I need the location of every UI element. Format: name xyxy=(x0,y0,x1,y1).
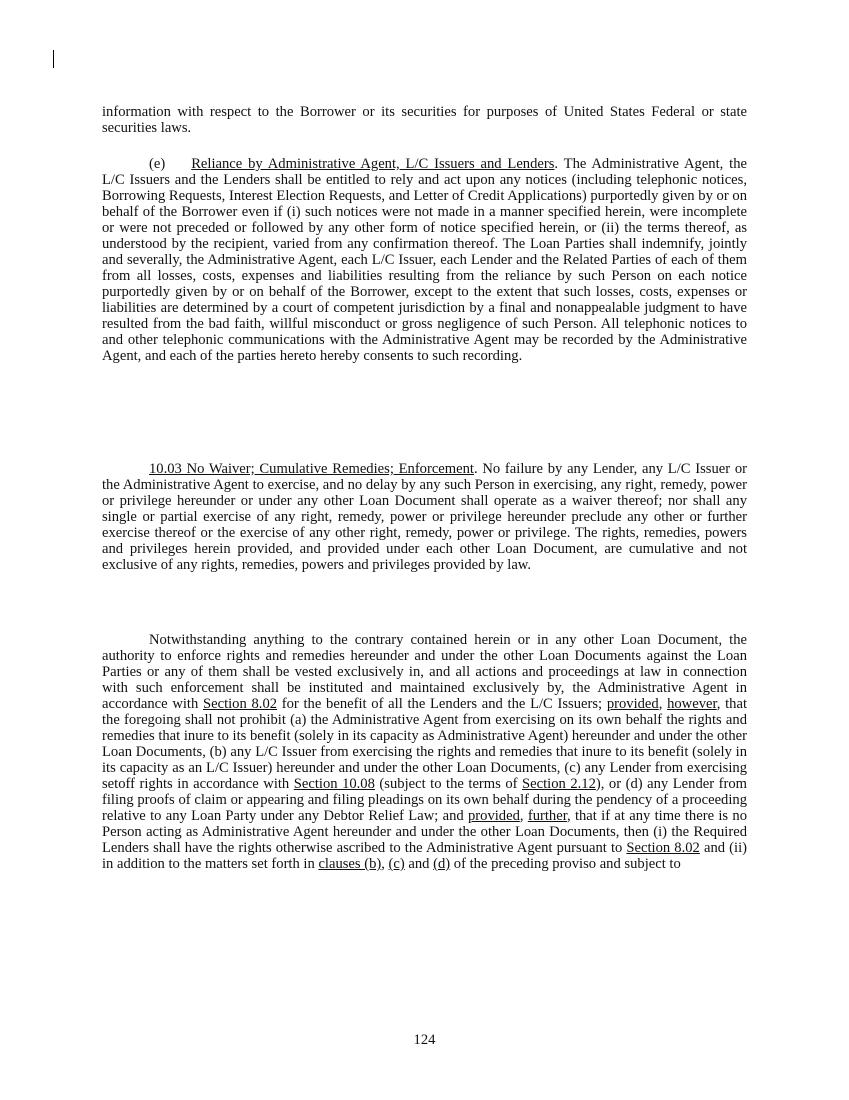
clause-body: . The Administrative Agent, the L/C Issuers and the Lenders shall be entitled to rely and act upon any notices (including telephonic notices, Borrowing Requests, Interest Election Requests, and Letter of Credit Applications) purportedly given by or on behalf of the Borrower even if (i) such notices were not made in a manner specified herein, were incomplete or were not preceded or followed by any other form of notice specified herein, or (ii) the terms thereof, as understood by the recipient, varied from any confirmation thereof. The Loan Parties shall indemnify, jointly and severally, the Administrative Agent, each L/C Issuer, each Lender and the Related Parties of each of them from all losses, costs, expenses and liabilities resulting from the reliance by such Person on each notice purportedly given by or on behalf of the Borrower, except to the extent that such losses, costs, expenses or liabilities are determined by a court of competent jurisdiction by a final and nonappealable judgment to have resulted from the bad faith, willful misconduct or gross negligence of such Person. All telephonic notices to and other telephonic communications with the Administrative Agent may be recorded by the Administrative Agent, and each of the parties hereto hereby consents to such recording. xyxy=(102,156,747,364)
cross-reference: Section 8.02 xyxy=(203,696,278,712)
text-cursor xyxy=(53,50,54,68)
clause-label: (e) xyxy=(149,156,166,172)
text-run: , xyxy=(519,808,528,824)
clause-heading: Reliance by Administrative Agent, L/C Issuers and Lenders xyxy=(191,156,555,172)
paragraph-continuation xyxy=(102,104,747,136)
cross-reference: Section 2.12 xyxy=(522,776,596,792)
text-run: and xyxy=(404,856,434,872)
cross-reference: (c) xyxy=(388,856,405,872)
text-run: and (ii) in addition to the matters set forth in xyxy=(102,840,747,872)
text-run: Notwithstanding anything to the contrary contained herein or in any other Loan Document, the authority to enforce rights and remedies hereunder and under the other Loan Documents against the Loan Parties or any of them shall be vested exclusively in, and all actions and proceedings at law in connection with such enforcement shall be instituted and maintained exclusively by, the Administrative Agent in accordance with xyxy=(102,632,747,712)
defined-term: provided xyxy=(606,696,659,712)
section-body: . No failure by any Lender, any L/C Issuer or the Administrative Agent to exercise, and no delay by any such Person in exercising, any right, remedy, power or privilege hereunder or under any other Loan Document shall operate as a waiver thereof; nor shall any single or partial exercise of any right, remedy, power or privilege hereunder preclude any other or further exercise thereof or the exercise of any other right, remedy, power or privilege. The rights, remedies, powers and privileges herein provided, and provided under each other Loan Document, are cumulative and not exclusive of any rights, remedies, powers and privileges provided by law. xyxy=(102,461,747,573)
paragraph-text: information with respect to the Borrower or its securities for purposes of United States Federal or state securities laws. xyxy=(102,104,747,136)
cross-reference: (d) xyxy=(433,856,451,872)
defined-term: however xyxy=(667,696,717,712)
paragraph-notwithstanding xyxy=(102,632,747,872)
text-run: for the benefit of all the Lenders and the L/C Issuers; xyxy=(277,696,607,712)
text-run: of the preceding proviso and subject to xyxy=(450,856,681,872)
defined-term: further xyxy=(527,808,567,824)
cross-reference: Section 10.08 xyxy=(293,776,375,792)
defined-term: provided xyxy=(468,808,520,824)
text-run: ), or (d) any Lender from filing proofs of claim or appearing and filing pleadings on its own behalf during the pendency of a proceeding relative to any Loan Party under any Debtor Relief Law; and xyxy=(102,776,747,824)
text-run: , that the foregoing shall not prohibit (a) the Administrative Agent from exercising on its own behalf the rights and remedies that inure to its benefit (solely in its capacity as Administrative Agent) hereunder and under the other Loan Documents, (b) any L/C Issuer from exercising the rights and remedies that inure to its benefit (solely in its capacity as an L/C Issuer) hereunder and under the other Loan Documents, (c) any Lender from exercising setoff rights in accordance with xyxy=(102,696,748,792)
page-number: 124 xyxy=(413,1032,436,1048)
paragraph-e-reliance xyxy=(102,156,747,364)
section-10-03 xyxy=(102,461,747,573)
cross-reference: clauses (b) xyxy=(318,856,382,872)
cross-reference: Section 8.02 xyxy=(626,840,700,856)
text-run: (subject to the terms of xyxy=(374,776,523,792)
text-run: , that if at any time there is no Person acting as Administrative Agent hereunder and under the other Loan Documents, then (i) the Required Lenders shall have the rights otherwise ascribed to the Administrative Agent pursuant to xyxy=(102,808,748,856)
text-run: , xyxy=(658,696,668,712)
text-run: , xyxy=(381,856,389,872)
section-heading: 10.03 No Waiver; Cumulative Remedies; Enforcement xyxy=(149,461,474,477)
